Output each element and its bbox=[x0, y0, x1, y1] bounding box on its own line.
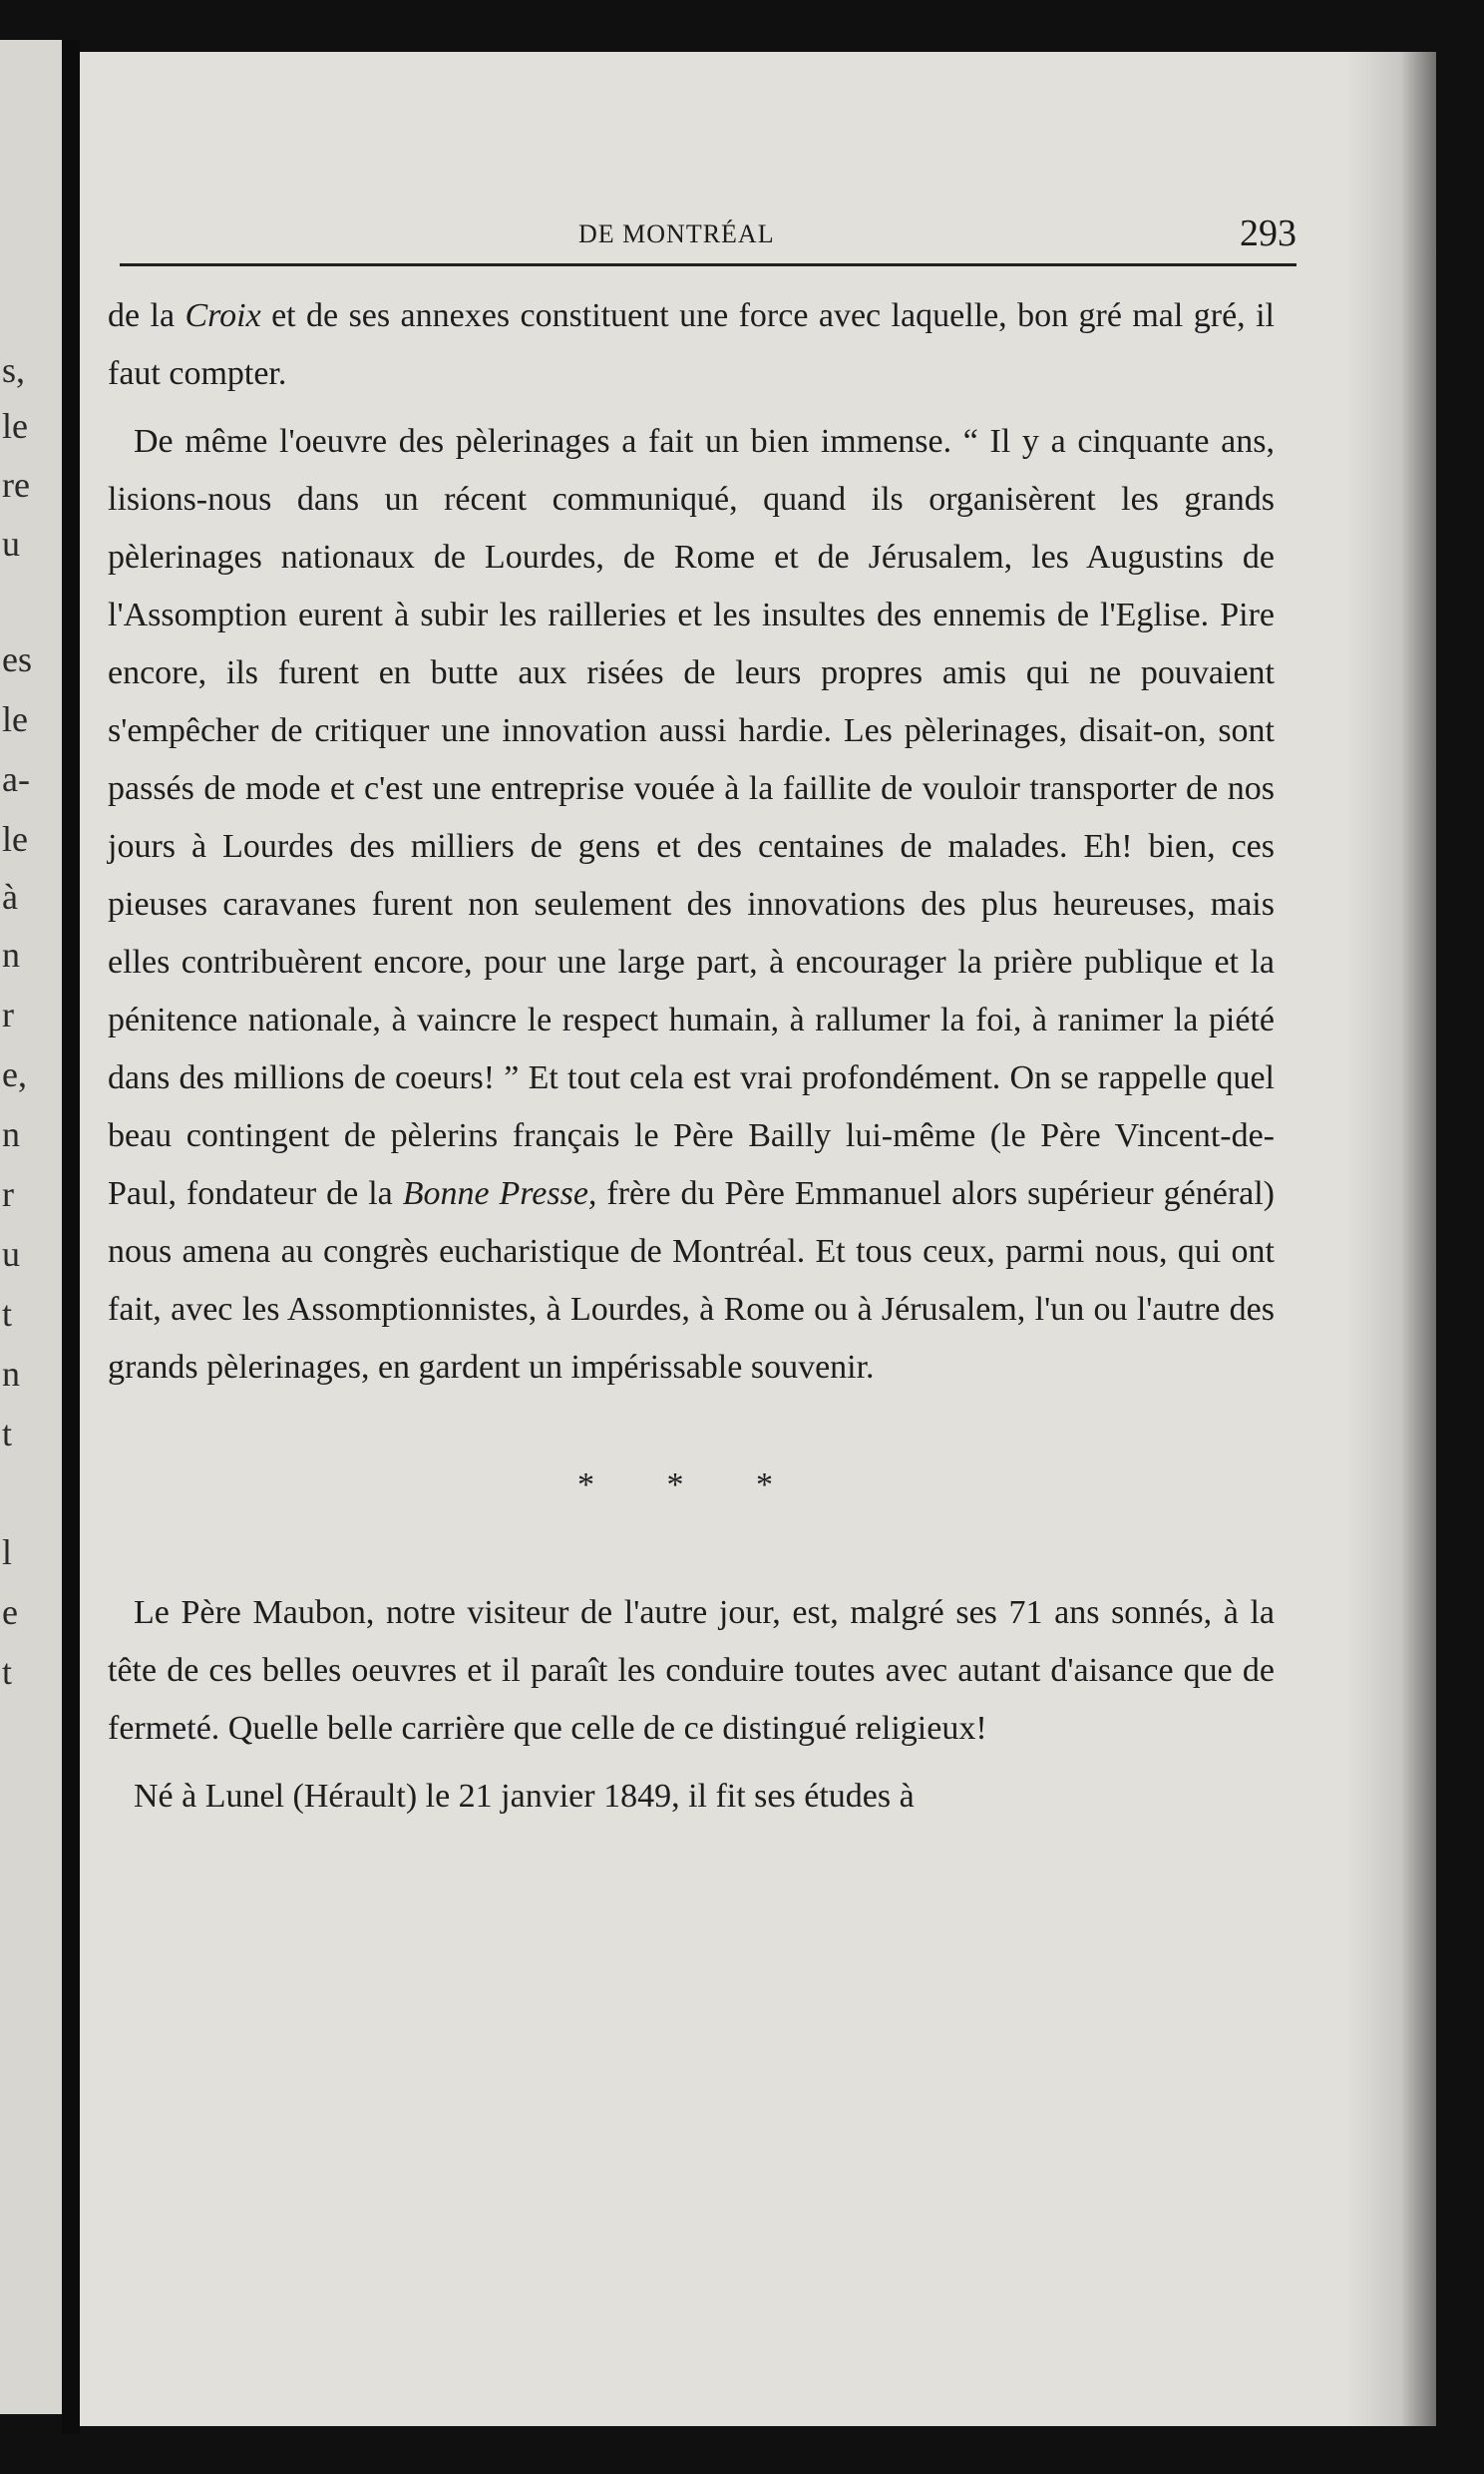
running-head: DE MONTRÉAL bbox=[578, 219, 775, 248]
book-page bbox=[80, 52, 1436, 2426]
prev-page-fragment: t bbox=[2, 1294, 13, 1334]
prev-page-fragment: u bbox=[2, 524, 20, 564]
section-separator: * * * bbox=[577, 1466, 805, 1503]
prev-page-fragment: r bbox=[2, 995, 14, 1034]
page-header bbox=[120, 202, 1297, 261]
prev-page-fragment: l bbox=[2, 1532, 13, 1572]
paragraph bbox=[108, 1584, 1275, 1758]
header-rule bbox=[120, 263, 1297, 266]
previous-page-edge bbox=[0, 40, 62, 2414]
prev-page-fragment: le bbox=[2, 406, 28, 446]
prev-page-fragment: a- bbox=[2, 759, 30, 799]
prev-page-fragment: à bbox=[2, 877, 18, 917]
paragraph bbox=[108, 413, 1275, 1397]
paragraph-text: Le Père Maubon, notre visiteur de l'autre jour, est, malgré ses 71 ans sonnés, à la tête de ces belles oeuvres et il paraît les conduire toutes avec autant d'aisance que de fermeté. Quelle belle carrière que celle de ce distingué religieux! bbox=[108, 1594, 1275, 1747]
prev-page-fragment: s, bbox=[2, 350, 26, 390]
page-number: 293 bbox=[1240, 212, 1297, 254]
prev-page-fragment: t bbox=[2, 1414, 13, 1453]
prev-page-fragment: e bbox=[2, 1592, 18, 1632]
prev-page-fragment: re bbox=[2, 465, 30, 505]
paragraph bbox=[108, 287, 1275, 403]
book-gutter bbox=[62, 40, 80, 2434]
prev-page-fragment: n bbox=[2, 935, 20, 975]
paragraph-text-end: et de ses annexes constituent une force avec laquelle, bon gré mal gré, il faut compter. bbox=[108, 297, 1275, 392]
paragraph-text-end: frère du Père Emmanuel alors supérieur général) nous amena au congrès eucharistique de Montréal. Et tous ceux, parmi nous, qui ont fait, avec les Assomptionnistes, à Lourdes, à Rome ou à Jérusalem, l'un ou l'autre des grands pèlerinages, en gardent un impérissable souvenir. bbox=[108, 1175, 1275, 1386]
body-text bbox=[108, 287, 1275, 1836]
page-edge-shadow bbox=[1346, 52, 1436, 2426]
italic-title: Bonne Presse, bbox=[402, 1175, 597, 1212]
paragraph-text-start: de la bbox=[108, 297, 186, 334]
italic-title: Croix bbox=[185, 297, 261, 334]
prev-page-fragment: es bbox=[2, 639, 32, 679]
paragraph bbox=[108, 1768, 1275, 1826]
paragraph-text: Né à Lunel (Hérault) le 21 janvier 1849, il fit ses études à bbox=[134, 1778, 915, 1815]
prev-page-fragment: le bbox=[2, 819, 28, 859]
prev-page-fragment: n bbox=[2, 1354, 20, 1394]
prev-page-fragment: n bbox=[2, 1114, 20, 1154]
prev-page-fragment: t bbox=[2, 1652, 13, 1692]
prev-page-fragment: u bbox=[2, 1234, 20, 1274]
prev-page-fragment: le bbox=[2, 699, 28, 739]
prev-page-fragment: e, bbox=[2, 1054, 27, 1094]
prev-page-fragment: r bbox=[2, 1174, 14, 1214]
paragraph-text: De même l'oeuvre des pèlerinages a fait un bien immense. “ Il y a cinquante ans, lisions-nous dans un récent communiqué, quand ils organisèrent les grands pèlerinages nationaux de Lourdes, de Rome et de Jérusalem, les Augustins de l'Assomption eurent à subir les railleries et les insultes des ennemis de l'Eglise. Pire encore, ils furent en butte aux risées de leurs propres amis qui ne pouvaient s'empêcher de critiquer une innovation aussi hardie. Les pèlerinages, disait-on, sont passés de mode et c'est une entreprise vouée à la faillite de vouloir transporter de nos jours à Lourdes des milliers de gens et des centaines de malades. Eh! bien, ces pieuses caravanes furent non seulement des innovations des plus heureuses, mais elles contribuèrent encore, pour une large part, à encourager la prière publique et la pénitence nationale, à vaincre le respect humain, à rallumer la foi, à ranimer la piété dans des millions de coeurs! ” Et tout cela est vrai profondément. On se rappelle quel beau contingent de pèlerins français le Père Bailly lui-même (le Père Vincent-de-Paul, fondateur de la bbox=[108, 423, 1275, 1212]
